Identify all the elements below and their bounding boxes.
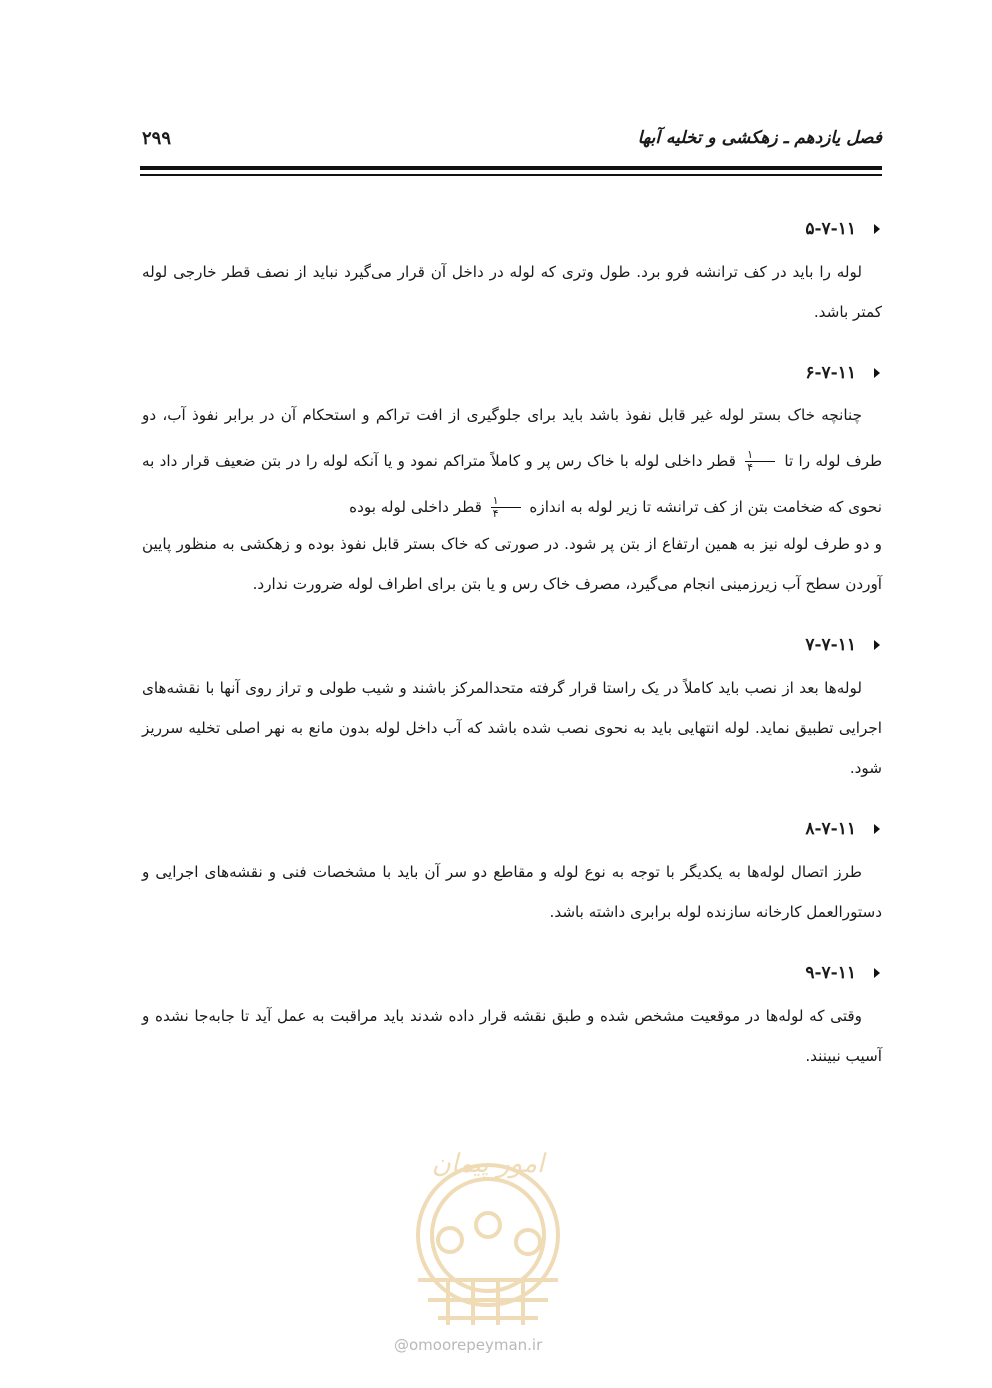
section-heading (142, 358, 882, 388)
page-header (140, 128, 882, 158)
watermark-logo-icon (388, 1130, 588, 1330)
watermark-url (394, 1336, 542, 1354)
section-heading (142, 630, 882, 660)
bullet-arrow-icon (874, 368, 880, 378)
paragraph-line: نفوذ آب، دو طرف لوله را تا (142, 406, 883, 470)
section-number: ۵-۷-۱۱ (805, 219, 856, 239)
at-icon: @ (394, 1336, 409, 1354)
fraction-denominator: ۴ (492, 507, 499, 520)
section-paragraph (142, 392, 882, 530)
section-heading (142, 814, 882, 844)
fraction-numerator: ۱ (491, 495, 521, 508)
section-number: ۷-۷-۱۱ (805, 635, 856, 655)
bullet-arrow-icon (874, 224, 880, 234)
chapter-title: فصل یازدهم ـ زهکشی و تخلیه آبها (637, 128, 882, 148)
fraction (745, 449, 775, 474)
bullet-arrow-icon (874, 968, 880, 978)
section-number: ۸-۷-۱۱ (805, 819, 856, 839)
bullet-arrow-icon (874, 640, 880, 650)
section-heading (142, 958, 882, 988)
section-paragraph: طرز اتصال لوله‌ها به یکدیگر با توجه به نوع لوله و مقاطع دو سر آن باید با مشخصات فنی و نقشه‌های اجرایی و دستورالعمل کارخانه سازنده لوله برابری داشته باشد. (142, 863, 882, 921)
header-rule-thick (140, 166, 882, 170)
section-heading (142, 214, 882, 244)
fraction-numerator: ۱ (745, 449, 775, 462)
section-number: ۶-۷-۱۱ (805, 363, 856, 383)
page-number: ۲۹۹ (142, 128, 172, 149)
watermark-url-text: omoorepeyman.ir (409, 1336, 543, 1354)
document-body (142, 214, 882, 1076)
paragraph-line: چنانچه خاک بستر لوله غیر قابل نفوذ باشد باید برای جلوگیری از افت تراکم و استحکام آن در برابر (224, 406, 863, 424)
section-paragraph: لوله‌ها بعد از نصب باید کاملاً در یک راستا قرار گرفته متحدالمرکز باشند و شیب طولی و تراز روی آنها با نقشه‌های اجرایی تطبیق نماید. لوله انتهایی باید به نحوی نصب شده باشد که آب داخل لوله بدون مانع به نهر اصلی تخلیه سرریز شود. (142, 679, 882, 777)
fraction-denominator: ۴ (747, 461, 754, 474)
section-paragraph: لوله را باید در کف ترانشه فرو برد. طول وتری که لوله در داخل آن قرار می‌گیرد نباید از نصف قطر خارجی لوله کمتر باشد. (142, 263, 882, 321)
paragraph-line: قطر داخلی لوله با خاک رس پر و کاملاً متراکم نمود و یا آنکه لوله را در (286, 452, 736, 470)
fraction (491, 495, 521, 520)
section-paragraph: وقتی که لوله‌ها در موقعیت مشخص شده و طبق نقشه قرار داده شدند باید مراقبت به عمل آید تا جابه‌جا نشده و آسیب نبینند. (142, 1007, 882, 1065)
paragraph-line: بتن ضعیف قرار داد به نحوی که ضخامت بتن از کف ترانشه تا زیر لوله به اندازه (142, 452, 882, 516)
header-rule-thin (140, 174, 882, 176)
paragraph-line: قطر داخلی لوله بوده (349, 498, 482, 516)
bullet-arrow-icon (874, 824, 880, 834)
section-number: ۹-۷-۱۱ (805, 963, 856, 983)
section-paragraph: و دو طرف لوله نیز به همین ارتفاع از بتن پر شود. در صورتی که خاک بستر قابل نفوذ بوده و زهکشی به منظور پایین آوردن سطح آب زیرزمینی انجام می‌گیرد، مصرف خاک رس و یا بتن برای اطراف لوله ضرورت ندارد. (142, 535, 882, 593)
watermark-logo-text: امور پیمان (431, 1149, 545, 1179)
